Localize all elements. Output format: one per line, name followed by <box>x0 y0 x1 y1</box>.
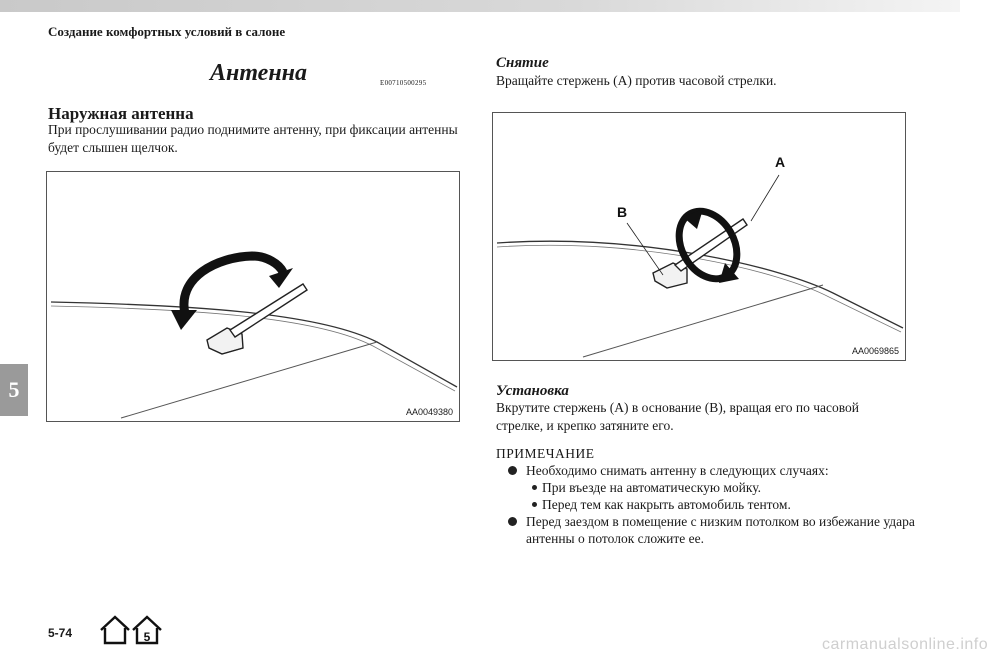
page-title: Антенна <box>210 60 307 86</box>
note-item <box>496 462 916 479</box>
section-heading: Наружная антенна <box>48 104 194 123</box>
antenna-rotate-illustration <box>493 113 905 360</box>
install-text: Вкрутите стержень (А) в основание (В), вращая его по часовой стрелке, и крепко затяните его. <box>496 400 860 433</box>
note-subitem-text: При въезде на автоматическую мойку. <box>542 480 761 495</box>
bullet-icon <box>532 502 537 507</box>
note-title: ПРИМЕЧАНИЕ <box>496 446 595 461</box>
install-heading: Установка <box>496 383 569 399</box>
removal-text: Вращайте стержень (А) против часовой стрелки. <box>496 73 777 88</box>
antenna-raise-illustration <box>47 172 459 421</box>
footer-nav <box>98 614 164 651</box>
figure-code: AA0049380 <box>405 407 453 417</box>
note-text: Необходимо снимать антенну в следующих случаях: <box>526 463 829 478</box>
intro-paragraph: При прослушивании радио поднимите антенну, при фиксации антенны будет слышен щелчок. <box>48 122 458 155</box>
note-subitem <box>496 479 916 496</box>
note-list <box>496 462 916 547</box>
section-header: Создание комфортных условий в салоне <box>48 24 286 39</box>
note-subitem <box>496 496 916 513</box>
note-subitem-text: Перед тем как накрыть автомобиль тентом. <box>542 497 791 512</box>
watermark: carmanualsonline.info <box>822 636 988 653</box>
bullet-icon <box>532 485 537 490</box>
page-number: 5-74 <box>48 626 73 640</box>
document-code: E00710500295 <box>380 79 427 87</box>
chapter-tab[interactable]: 5 <box>0 364 28 416</box>
antenna-raise-figure <box>46 171 460 422</box>
note-text: Перед заездом в помещение с низким потолком во избежание удара антенны о потолок сложите ее. <box>526 514 915 546</box>
bullet-icon <box>508 517 517 526</box>
chapter-home-icon[interactable] <box>133 617 161 644</box>
figure-code: AA0069865 <box>851 346 899 356</box>
note-item <box>496 513 916 547</box>
removal-heading: Снятие <box>496 55 549 71</box>
header-bar <box>0 0 960 12</box>
label-a: A <box>775 154 786 170</box>
bullet-icon <box>508 466 517 475</box>
antenna-rotate-figure <box>492 112 906 361</box>
label-b: B <box>617 204 628 220</box>
home-icon[interactable] <box>101 617 129 643</box>
chapter-badge: 5 <box>143 630 151 644</box>
